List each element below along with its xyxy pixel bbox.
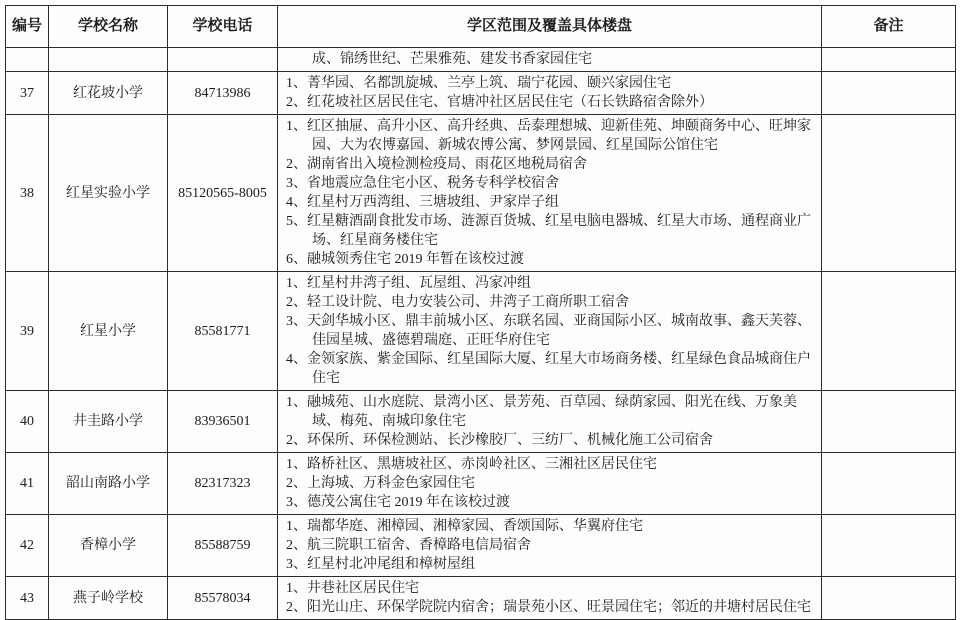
range-line: 1、菁华园、名都凯旋城、兰亭上筑、瑞宁花园、颐兴家园住宅 (286, 76, 671, 91)
school-phone-cell: 85120565-8005 (168, 115, 278, 272)
district-range-cell (278, 115, 822, 272)
range-line: 2、环保所、环保检测站、长沙橡胶厂、三纺厂、机械化施工公司宿舍 (286, 433, 713, 448)
district-range-cell (278, 272, 822, 391)
district-range-cell (278, 72, 822, 115)
range-line: 4、金领家族、紫金国际、红星国际大厦、红星大市场商务楼、红星绿色食品城商住户住宅 (286, 352, 811, 386)
table-row (6, 272, 956, 391)
note-cell (822, 272, 956, 391)
range-line: 6、融城领秀住宅 2019 年暂在该校过渡 (286, 252, 524, 267)
school-name-cell: 红花坡小学 (49, 72, 168, 115)
range-line: 2、红花坡社区居民住宅、官塘冲社区居民住宅（石长铁路宿舍除外） (286, 95, 713, 110)
district-range-cell (278, 515, 822, 577)
school-name-cell: 红星实验小学 (49, 115, 168, 272)
note-cell (822, 72, 956, 115)
range-line: 成、锦绣世纪、芒果雅苑、建发书香家园住宅 (312, 52, 592, 67)
range-line: 3、天剑华城小区、鼎丰前城小区、东联名园、亚商国际小区、城南故事、鑫天芙蓉、佳园星城、盛德碧瑞庭、正旺华府住宅 (286, 314, 811, 348)
note-cell (822, 515, 956, 577)
school-name-cell: 红星小学 (49, 272, 168, 391)
district-range-cell (278, 453, 822, 515)
header-district-range: 学区范围及覆盖具体楼盘 (278, 6, 822, 48)
header-school-phone: 学校电话 (168, 6, 278, 48)
row-number-cell: 40 (6, 391, 49, 453)
table-row (6, 48, 956, 72)
table-row (6, 72, 956, 115)
school-district-table (5, 5, 956, 620)
range-line: 2、湖南省出入境检测检疫局、雨花区地税局宿舍 (286, 157, 587, 172)
school-phone-cell: 83936501 (168, 391, 278, 453)
school-name-cell: 燕子岭学校 (49, 577, 168, 620)
note-cell (822, 48, 956, 72)
header-note: 备注 (822, 6, 956, 48)
range-line: 2、轻工设计院、电力安装公司、井湾子工商所职工宿舍 (286, 295, 629, 310)
note-cell (822, 577, 956, 620)
range-line: 1、融城苑、山水庭院、景湾小区、景芳苑、百草园、绿荫家园、阳光在线、万象美域、梅苑、南城印象住宅 (286, 395, 797, 429)
range-line: 1、红区抽屉、高升小区、高升经典、岳泰理想城、迎新佳苑、坤颐商务中心、旺坤家园、大为农博嘉园、新城农博公寓、梦网景园、红星国际公馆住宅 (286, 119, 811, 153)
district-range-cell (278, 391, 822, 453)
school-name-cell: 香樟小学 (49, 515, 168, 577)
school-name-cell: 井圭路小学 (49, 391, 168, 453)
table-header-row (6, 6, 956, 48)
school-phone-cell (168, 48, 278, 72)
row-number-cell (6, 48, 49, 72)
table-row (6, 453, 956, 515)
row-number-cell: 42 (6, 515, 49, 577)
range-line: 2、上海城、万科金色家园住宅 (286, 476, 475, 491)
table-row (6, 577, 956, 620)
row-number-cell: 39 (6, 272, 49, 391)
row-number-cell: 41 (6, 453, 49, 515)
table-row (6, 115, 956, 272)
note-cell (822, 391, 956, 453)
range-line: 3、德茂公寓住宅 2019 年在该校过渡 (286, 495, 510, 510)
district-range-cell (278, 577, 822, 620)
range-line: 1、红星村井湾子组、瓦屋组、冯家冲组 (286, 276, 531, 291)
row-number-cell: 38 (6, 115, 49, 272)
note-cell (822, 453, 956, 515)
school-phone-cell: 82317323 (168, 453, 278, 515)
range-line: 1、路桥社区、黑塘坡社区、赤岗岭社区、三湘社区居民住宅 (286, 457, 657, 472)
row-number-cell: 37 (6, 72, 49, 115)
range-line: 5、红星糖酒副食批发市场、涟源百货城、红星电脑电器城、红星大市场、通程商业广场、红星商务楼住宅 (286, 214, 811, 248)
header-school-name: 学校名称 (49, 6, 168, 48)
note-cell (822, 115, 956, 272)
row-number-cell: 43 (6, 577, 49, 620)
table-row (6, 515, 956, 577)
range-line: 3、红星村北冲尾组和樟树屋组 (286, 557, 475, 572)
school-name-cell (49, 48, 168, 72)
range-line: 2、航三院职工宿舍、香樟路电信局宿舍 (286, 538, 531, 553)
range-line: 3、省地震应急住宅小区、税务专科学校宿舍 (286, 176, 559, 191)
table-body (6, 48, 956, 620)
school-phone-cell: 85581771 (168, 272, 278, 391)
school-phone-cell: 85578034 (168, 577, 278, 620)
school-phone-cell: 84713986 (168, 72, 278, 115)
header-number: 编号 (6, 6, 49, 48)
range-line: 4、红星村万西湾组、三塘坡组、尹家岸子组 (286, 195, 559, 210)
school-phone-cell: 85588759 (168, 515, 278, 577)
district-range-cell (278, 48, 822, 72)
table-row (6, 391, 956, 453)
range-line: 1、瑞都华庭、湘樟园、湘樟家园、香颂国际、华翼府住宅 (286, 519, 643, 534)
range-line: 2、阳光山庄、环保学院院内宿舍；瑞景苑小区、旺景园住宅；邻近的井塘村居民住宅 (286, 600, 811, 615)
range-line: 1、井巷社区居民住宅 (286, 581, 419, 596)
school-name-cell: 韶山南路小学 (49, 453, 168, 515)
